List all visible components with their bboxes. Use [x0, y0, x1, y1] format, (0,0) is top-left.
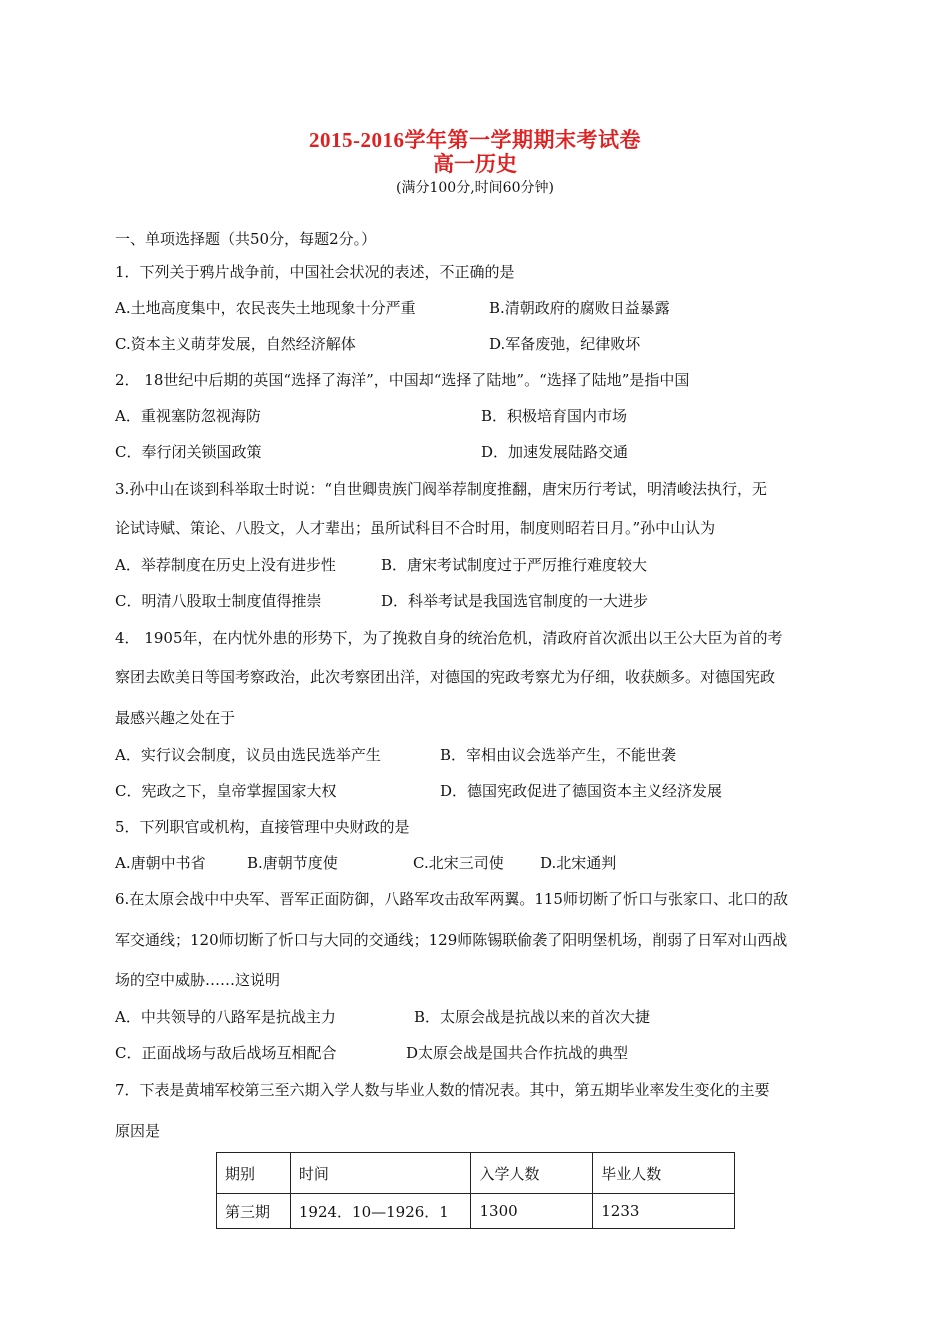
q4-option-d: D．德国宪政促进了德国资本主义经济发展 [440, 782, 723, 800]
q1-option-a: A.土地高度集中，农民丧失土地现象十分严重 [115, 299, 416, 317]
q3-stem-line1: 3.孙中山在谈到科举取士时说：“自世卿贵族门阀举荐制度推翻，唐宋历行考试，明清峻法执行，无 [115, 480, 767, 498]
q4-stem-line3: 最感兴趣之处在于 [115, 709, 236, 727]
q4-option-c: C．宪政之下，皇帝掌握国家大权 [115, 782, 337, 800]
exam-subject: 高一历史 [433, 152, 517, 176]
q2-option-c: C．奉行闭关锁国政策 [115, 443, 262, 461]
q1-option-d: D.军备废弛，纪律败坏 [489, 335, 641, 353]
table-header-row [217, 1153, 735, 1194]
q2-option-a: A．重视塞防忽视海防 [115, 407, 261, 425]
q5-stem: 5．下列职官或机构，直接管理中央财政的是 [115, 818, 410, 836]
q3-option-a: A．举荐制度在历史上没有进步性 [115, 556, 336, 574]
section-heading: 一、单项选择题（共50分，每题2分。） [115, 230, 377, 248]
q7-stem-line1: 7．下表是黄埔军校第三至六期入学人数与毕业人数的情况表。其中，第五期毕业率发生变化的主要 [115, 1081, 770, 1099]
table-header-cell: 时间 [290, 1153, 471, 1194]
q7-stem-line2: 原因是 [115, 1122, 161, 1140]
q2-stem: 2． 18世纪中后期的英国“选择了海洋”，中国却“选择了陆地”。“选择了陆地”是指中国 [115, 371, 690, 389]
q5-option-b: B.唐朝节度使 [247, 854, 338, 872]
q2-option-b: B．积极培育国内市场 [481, 407, 628, 425]
q6-stem-line1: 6.在太原会战中中央军、晋军正面防御，八路军攻击敌军两翼。115师切断了忻口与张家口、北口的敌 [115, 890, 788, 908]
q6-option-a: A．中共领导的八路军是抗战主力 [115, 1008, 336, 1026]
table-header-cell: 入学人数 [471, 1153, 593, 1194]
table-row [217, 1194, 735, 1229]
q4-option-a: A．实行议会制度，议员由选民选举产生 [115, 746, 381, 764]
q6-stem-line2: 军交通线；120师切断了忻口与大同的交通线；129师陈锡联偷袭了阳明堡机场，削弱了日军对山西战 [115, 931, 788, 949]
q6-option-d: D太原会战是国共合作抗战的典型 [406, 1044, 629, 1062]
q2-option-d: D．加速发展陆路交通 [481, 443, 629, 461]
q4-stem-line2: 察团去欧美日等国考察政治，此次考察团出洋，对德国的宪政考察尤为仔细，收获颇多。对德国宪政 [115, 668, 776, 686]
q5-option-c: C.北宋三司使 [413, 854, 504, 872]
q4-option-b: B．宰相由议会选举产生，不能世袭 [440, 746, 677, 764]
q5-option-a: A.唐朝中书省 [115, 854, 206, 872]
q1-option-c: C.资本主义萌芽发展，自然经济解体 [115, 335, 356, 353]
enrollment-table [216, 1152, 735, 1229]
table-header-cell: 期别 [217, 1153, 291, 1194]
q6-stem-line3: 场的空中威胁……这说明 [115, 971, 281, 989]
exam-note: (满分100分,时间60分钟) [396, 180, 554, 196]
table-cell: 1300 [471, 1194, 593, 1229]
q1-stem: 1．下列关于鸦片战争前，中国社会状况的表述，不正确的是 [115, 263, 515, 281]
q3-stem-line2: 论试诗赋、策论、八股文，人才辈出；虽所试科目不合时用，制度则昭若日月。”孙中山认为 [115, 519, 716, 537]
table-header-cell: 毕业人数 [593, 1153, 735, 1194]
q3-option-c: C．明清八股取士制度值得推崇 [115, 592, 322, 610]
q6-option-b: B．太原会战是抗战以来的首次大捷 [414, 1008, 651, 1026]
q5-option-d: D.北宋通判 [540, 854, 617, 872]
q6-option-c: C．正面战场与敌后战场互相配合 [115, 1044, 337, 1062]
q3-option-b: B．唐宋考试制度过于严厉推行难度较大 [381, 556, 648, 574]
q4-stem-line1: 4． 1905年，在内忧外患的形势下，为了挽救自身的统治危机，清政府首次派出以王公大臣为首的考 [115, 629, 783, 647]
table-cell: 第三期 [217, 1194, 291, 1229]
exam-title: 2015-2016学年第一学期期末考试卷 [309, 128, 641, 152]
q3-option-d: D．科举考试是我国选官制度的一大进步 [381, 592, 649, 610]
table-cell: 1924．10—1926．1 [290, 1194, 471, 1229]
table-cell: 1233 [593, 1194, 735, 1229]
q1-option-b: B.清朝政府的腐败日益暴露 [489, 299, 670, 317]
